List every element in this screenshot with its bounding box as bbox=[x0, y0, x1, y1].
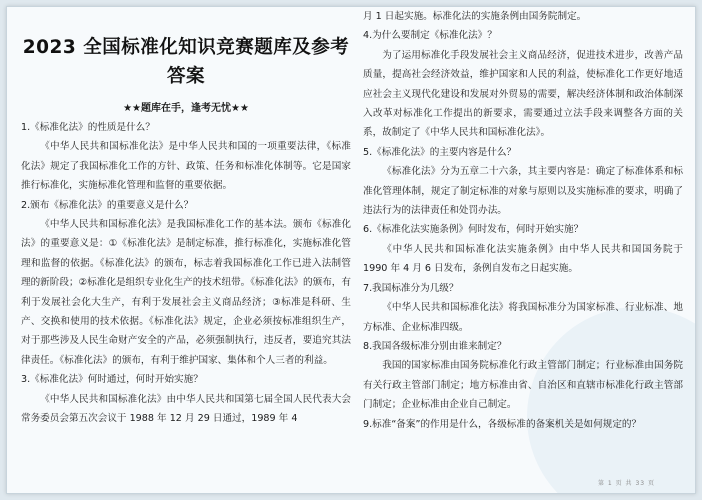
answer-6: 《中华人民共和国标准化法实施条例》由中华人民共和国国务院于 1990 年 4 月 6 日发布，条例自发布之日起实施。 bbox=[363, 243, 683, 275]
question-7: 7.我国标准分为几级？ bbox=[363, 282, 459, 294]
right-column bbox=[363, 7, 683, 493]
answer-5: 《标准化法》分为五章二十六条，其主要内容是：确定了标准体系和标准化管理体制，规定了制定标准的对象与原则以及实施标准的要求，明确了违法行为的法律责任和处罚办法。 bbox=[363, 166, 683, 217]
document-title bbox=[21, 33, 351, 91]
answer-8: 我国的国家标准由国务院标准化行政主管部门制定；行业标准由国务院有关行政主管部门制定；地方标准由省、自治区和直辖市标准化行政主管部门制定；企业标准由企业自己制定。 bbox=[363, 360, 683, 411]
answer-3: 《中华人民共和国标准化法》由中华人民共和国第七届全国人民代表大会常务委员会第五次会议于 1988 年 12 月 29 日通过，1989 年 4 bbox=[21, 393, 351, 425]
question-3: 3.《标准化法》何时通过，何时开始实施？ bbox=[21, 374, 203, 386]
slogan: ★★题库在手，逢考无忧★★ bbox=[123, 103, 249, 114]
title-line-2: 答案 bbox=[166, 66, 205, 87]
question-6: 6.《标准化法实施条例》何时发布，何时开始实施？ bbox=[363, 224, 584, 236]
title-line-1: 2023 全国标准化知识竞赛题库及参考 bbox=[22, 37, 350, 58]
left-column bbox=[21, 7, 351, 493]
answer-3-continued: 月 1 日起实施。标准化法的实施条例由国务院制定。 bbox=[363, 11, 587, 22]
question-1: 1.《标准化法》的性质是什么？ bbox=[21, 122, 155, 133]
answer-7: 《中华人民共和国标准化法》将我国标准分为国家标准、行业标准、地方标准、企业标准四级。 bbox=[363, 302, 683, 333]
answer-4: 为了运用标准化手段发展社会主义商品经济，促进技术进步，改善产品质量，提高社会经济效益，维护国家和人民的利益，使标准化工作更好地适应社会主义现代化建设和发展对外贸易的需要，解决经济体制和政治体制深入改革对标准化工作提出的新要求，需要通过立法手段来调整各方面的关系，故制定了《中华人民共和国标准化法》。 bbox=[363, 49, 683, 139]
question-4: 4.为什么要制定《标准化法》？ bbox=[363, 30, 497, 42]
question-9: 9.标准“备案”的作用是什么，各级标准的备案机关是如何规定的？ bbox=[363, 418, 642, 430]
answer-1: 《中华人民共和国标准化法》是中华人民共和国的一项重要法律，《标准化法》规定了我国标准化工作的方针、政策、任务和标准化体制等。它是国家推行标准化，实施标准化管理和监督的重要依据。 bbox=[21, 141, 351, 192]
answer-2: 《中华人民共和国标准化法》是我国标准化工作的基本法。颁布《标准化法》的重要意义是：①《标准化法》是制定标准，推行标准化，实施标准化管理和监督的依据。《标准化法》的颁布，标志着我国标准化工作已进入法制管理的新阶段；②标准化是组织专业化生产的技术纽带。《标准化法》的颁布，有利于发展社会化大生产，有利于发展社会主义商品经济；③标准是科研、生产、交换和使用的技术依据。《标准化法》规定，企业必须按标准组织生产，对于那些涉及人民生命财产安全的产品，必须强制执行，违反者，要追究其法律责任。《标准化法》的颁布，有利于维护国家、集体和个人三者的利益。 bbox=[21, 219, 351, 366]
page-number-footer: 第 1 页 共 33 页 bbox=[598, 480, 655, 487]
question-5: 5.《标准化法》的主要内容是什么？ bbox=[363, 146, 517, 158]
document-page bbox=[6, 6, 696, 494]
question-2: 2.颁布《标准化法》的重要意义是什么？ bbox=[21, 199, 194, 211]
question-8: 8.我国各级标准分别由谁来制定？ bbox=[363, 340, 507, 352]
